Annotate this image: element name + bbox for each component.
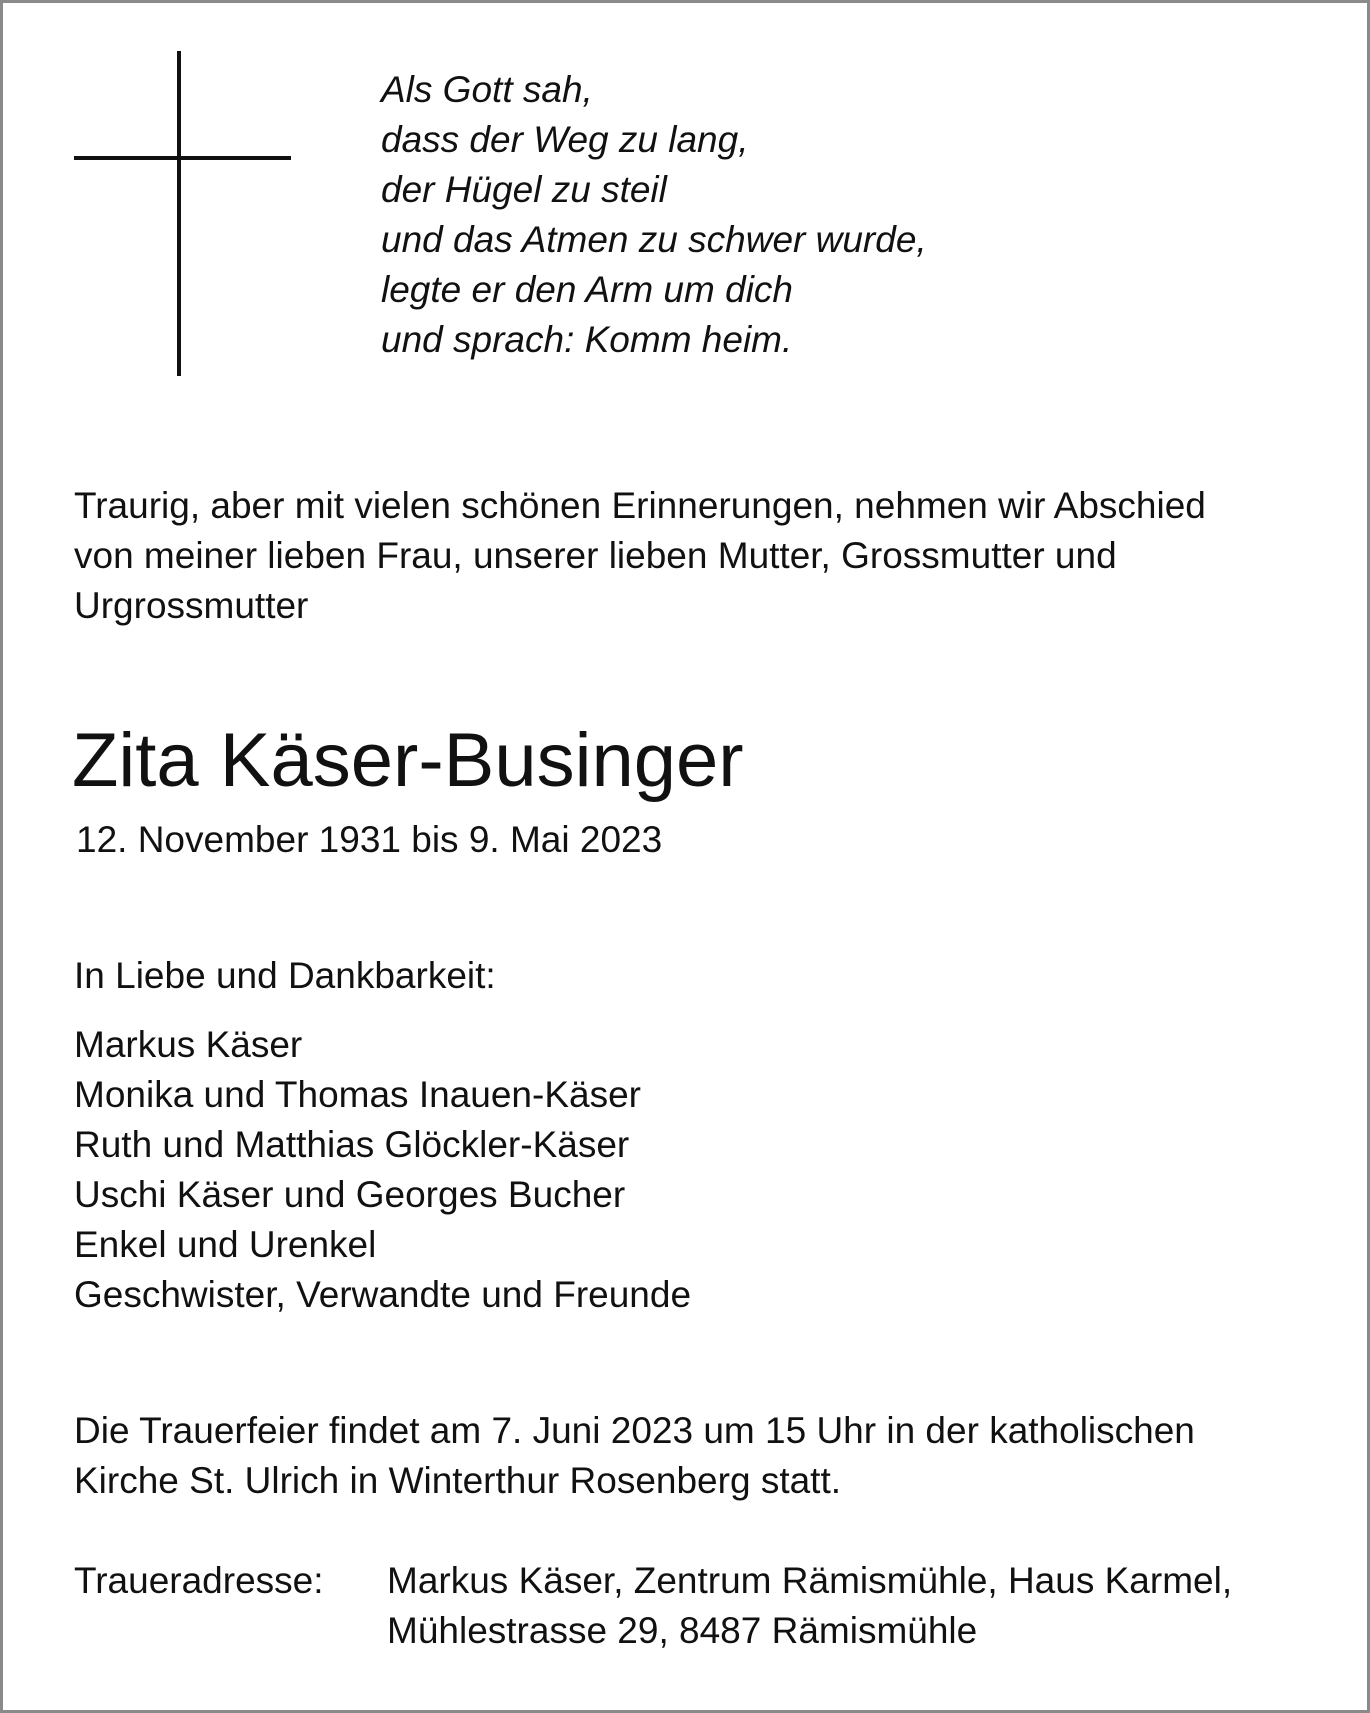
ceremony-line: Kirche St. Ulrich in Winterthur Rosenberg statt. (74, 1460, 842, 1501)
intro-line: Traurig, aber mit vielen schönen Erinnerungen, nehmen wir Abschied (74, 485, 1206, 526)
address-label: Traueradresse: (74, 1560, 324, 1601)
poem-line: der Hügel zu steil (381, 169, 667, 210)
poem-line: und sprach: Komm heim. (381, 319, 793, 360)
deceased-name: Zita Käser-Businger (72, 718, 744, 803)
memorial-poem (381, 65, 927, 365)
mourners-list (74, 1020, 691, 1320)
mourner-item: Uschi Käser und Georges Bucher (74, 1174, 626, 1215)
cross-vertical-bar (177, 51, 181, 376)
mourner-item: Ruth und Matthias Glöckler-Käser (74, 1124, 630, 1165)
ceremony-line: Die Trauerfeier findet am 7. Juni 2023 um 15 Uhr in der katholischen (74, 1410, 1195, 1451)
intro-line: Urgrossmutter (74, 585, 309, 626)
poem-line: legte er den Arm um dich (381, 269, 793, 310)
cross-horizontal-bar (74, 156, 291, 160)
poem-line: dass der Weg zu lang, (381, 119, 749, 160)
address-line: Mühlestrasse 29, 8487 Rämismühle (387, 1610, 978, 1651)
poem-line: und das Atmen zu schwer wurde, (381, 219, 927, 260)
intro-line: von meiner lieben Frau, unserer lieben Mutter, Grossmutter und (74, 535, 1117, 576)
mourner-item: Enkel und Urenkel (74, 1224, 377, 1265)
intro-text (74, 481, 1344, 631)
dedication-heading: In Liebe und Dankbarkeit: (74, 955, 496, 996)
ceremony-info (74, 1406, 1195, 1506)
life-dates: 12. November 1931 bis 9. Mai 2023 (76, 819, 663, 860)
address-line: Markus Käser, Zentrum Rämismühle, Haus Karmel, (387, 1560, 1233, 1601)
poem-line: Als Gott sah, (381, 69, 593, 110)
mourner-item: Monika und Thomas Inauen-Käser (74, 1074, 641, 1115)
address-block (387, 1556, 1232, 1656)
mourner-item: Geschwister, Verwandte und Freunde (74, 1274, 692, 1315)
mourner-item: Markus Käser (74, 1024, 303, 1065)
